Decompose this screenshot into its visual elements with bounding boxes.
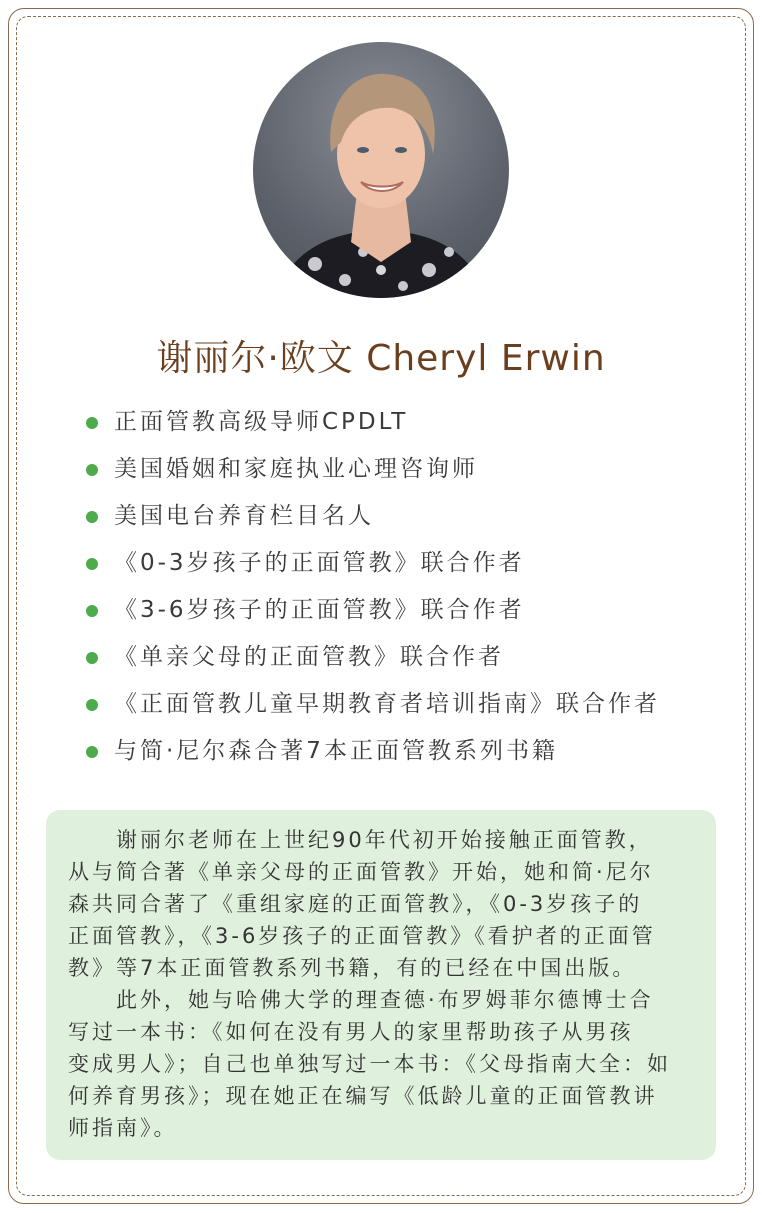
credential-text: 正面管教高级导师CPDLT — [114, 409, 409, 435]
bio-line: 写过一本书：《如何在没有男人的家里帮助孩子从男孩 — [68, 1020, 634, 1044]
credential-item — [86, 496, 660, 543]
presenter-name: 谢丽尔·欧文 Cheryl Erwin — [156, 338, 606, 379]
bullet-dot-icon — [86, 464, 98, 476]
bio-line: 正面管教》，《3-6岁孩子的正面管教》《看护者的正面管 — [68, 924, 656, 948]
credential-item — [86, 731, 660, 778]
portrait-photo — [253, 42, 509, 298]
credential-item — [86, 402, 660, 449]
bio-line: 何养育男孩》；现在她正在编写《低龄儿童的正面管教讲 — [68, 1084, 658, 1108]
credential-text: 《正面管教儿童早期教育者培训指南》联合作者 — [114, 691, 660, 717]
credential-text: 《单亲父母的正面管教》联合作者 — [114, 644, 504, 670]
bullet-dot-icon — [86, 605, 98, 617]
credential-text: 美国婚姻和家庭执业心理咨询师 — [114, 456, 478, 482]
bio-line: 此外，她与哈佛大学的理查德·布罗姆菲尔德博士合 — [68, 988, 654, 1012]
bullet-dot-icon — [86, 417, 98, 429]
bio-line: 变成男人》；自己也单独写过一本书：《父母指南大全：如 — [68, 1052, 671, 1076]
bio-panel — [46, 810, 716, 1160]
bio-line: 教》等7本正面管教系列书籍，有的已经在中国出版。 — [68, 956, 637, 980]
bullet-dot-icon — [86, 746, 98, 758]
credential-text: 《0-3岁孩子的正面管教》联合作者 — [114, 550, 525, 576]
credential-text: 《3-6岁孩子的正面管教》联合作者 — [114, 597, 525, 623]
credential-item — [86, 637, 660, 684]
credential-text: 美国电台养育栏目名人 — [114, 503, 374, 529]
portrait-illustration — [253, 42, 509, 298]
credential-item — [86, 449, 660, 496]
bio-line: 谢丽尔老师在上世纪90年代初开始接触正面管教， — [68, 828, 653, 852]
bullet-dot-icon — [86, 511, 98, 523]
credential-item — [86, 543, 660, 590]
credential-text: 与简·尼尔森合著7本正面管教系列书籍 — [114, 738, 558, 764]
bio-line: 森共同合著了《重组家庭的正面管教》，《0-3岁孩子的 — [68, 892, 643, 916]
credential-item — [86, 590, 660, 637]
bio-line: 师指南》。 — [68, 1116, 178, 1140]
bullet-dot-icon — [86, 699, 98, 711]
bullet-dot-icon — [86, 558, 98, 570]
bio-line: 从与简合著《单亲父母的正面管教》开始，她和简·尼尔 — [68, 860, 654, 884]
credential-item — [86, 684, 660, 731]
credential-list — [86, 402, 660, 778]
bullet-dot-icon — [86, 652, 98, 664]
